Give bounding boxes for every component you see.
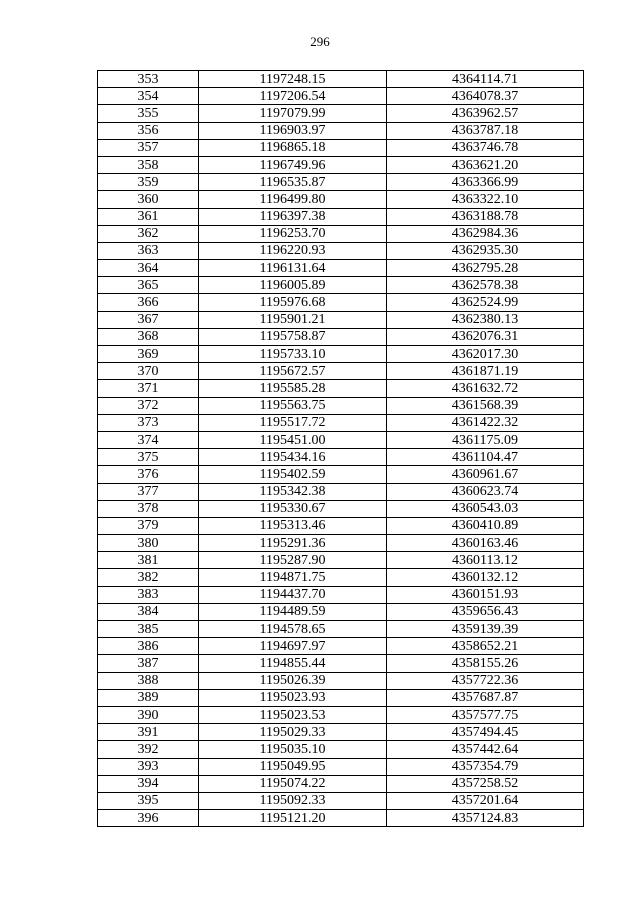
y-coordinate-cell: 4360543.03 <box>387 500 584 517</box>
point-number-cell: 393 <box>98 758 199 775</box>
y-coordinate-cell: 4361175.09 <box>387 431 584 448</box>
table-row <box>98 328 584 345</box>
x-coordinate-cell: 1194697.97 <box>199 638 387 655</box>
x-coordinate-cell: 1196397.38 <box>199 208 387 225</box>
y-coordinate-cell: 4359656.43 <box>387 603 584 620</box>
y-coordinate-cell: 4357201.64 <box>387 792 584 809</box>
point-number-cell: 367 <box>98 311 199 328</box>
coordinates-table <box>97 70 584 827</box>
table-row <box>98 535 584 552</box>
x-coordinate-cell: 1195023.93 <box>199 689 387 706</box>
point-number-cell: 362 <box>98 225 199 242</box>
table-row <box>98 775 584 792</box>
table-row <box>98 517 584 534</box>
table-row <box>98 621 584 638</box>
y-coordinate-cell: 4357494.45 <box>387 724 584 741</box>
x-coordinate-cell: 1195976.68 <box>199 294 387 311</box>
table-row <box>98 449 584 466</box>
y-coordinate-cell: 4357722.36 <box>387 672 584 689</box>
x-coordinate-cell: 1194855.44 <box>199 655 387 672</box>
x-coordinate-cell: 1194871.75 <box>199 569 387 586</box>
point-number-cell: 383 <box>98 586 199 603</box>
point-number-cell: 366 <box>98 294 199 311</box>
table-row <box>98 346 584 363</box>
table-row <box>98 191 584 208</box>
point-number-cell: 369 <box>98 346 199 363</box>
y-coordinate-cell: 4361871.19 <box>387 363 584 380</box>
x-coordinate-cell: 1196499.80 <box>199 191 387 208</box>
table-row <box>98 242 584 259</box>
x-coordinate-cell: 1196253.70 <box>199 225 387 242</box>
x-coordinate-cell: 1195517.72 <box>199 414 387 431</box>
table-row <box>98 810 584 827</box>
table-row <box>98 294 584 311</box>
table-row <box>98 672 584 689</box>
table-row <box>98 586 584 603</box>
table-row <box>98 569 584 586</box>
table-row <box>98 706 584 723</box>
point-number-cell: 392 <box>98 741 199 758</box>
y-coordinate-cell: 4360623.74 <box>387 483 584 500</box>
x-coordinate-cell: 1196865.18 <box>199 139 387 156</box>
y-coordinate-cell: 4360151.93 <box>387 586 584 603</box>
y-coordinate-cell: 4361568.39 <box>387 397 584 414</box>
y-coordinate-cell: 4360132.12 <box>387 569 584 586</box>
point-number-cell: 390 <box>98 706 199 723</box>
point-number-cell: 391 <box>98 724 199 741</box>
x-coordinate-cell: 1196749.96 <box>199 156 387 173</box>
point-number-cell: 355 <box>98 105 199 122</box>
point-number-cell: 389 <box>98 689 199 706</box>
table-row <box>98 758 584 775</box>
table-row <box>98 122 584 139</box>
x-coordinate-cell: 1197079.99 <box>199 105 387 122</box>
x-coordinate-cell: 1194437.70 <box>199 586 387 603</box>
y-coordinate-cell: 4360163.46 <box>387 535 584 552</box>
x-coordinate-cell: 1196220.93 <box>199 242 387 259</box>
y-coordinate-cell: 4358652.21 <box>387 638 584 655</box>
table-row <box>98 277 584 294</box>
point-number-cell: 394 <box>98 775 199 792</box>
y-coordinate-cell: 4364078.37 <box>387 88 584 105</box>
y-coordinate-cell: 4360961.67 <box>387 466 584 483</box>
x-coordinate-cell: 1195434.16 <box>199 449 387 466</box>
point-number-cell: 358 <box>98 156 199 173</box>
point-number-cell: 364 <box>98 260 199 277</box>
y-coordinate-cell: 4357258.52 <box>387 775 584 792</box>
y-coordinate-cell: 4357442.64 <box>387 741 584 758</box>
table-row <box>98 603 584 620</box>
y-coordinate-cell: 4363962.57 <box>387 105 584 122</box>
y-coordinate-cell: 4362380.13 <box>387 311 584 328</box>
x-coordinate-cell: 1195733.10 <box>199 346 387 363</box>
y-coordinate-cell: 4362017.30 <box>387 346 584 363</box>
y-coordinate-cell: 4363621.20 <box>387 156 584 173</box>
point-number-cell: 376 <box>98 466 199 483</box>
x-coordinate-cell: 1197248.15 <box>199 71 387 88</box>
table-row <box>98 105 584 122</box>
x-coordinate-cell: 1195313.46 <box>199 517 387 534</box>
point-number-cell: 356 <box>98 122 199 139</box>
x-coordinate-cell: 1196005.89 <box>199 277 387 294</box>
x-coordinate-cell: 1195402.59 <box>199 466 387 483</box>
point-number-cell: 372 <box>98 397 199 414</box>
x-coordinate-cell: 1195672.57 <box>199 363 387 380</box>
y-coordinate-cell: 4361422.32 <box>387 414 584 431</box>
table-row <box>98 71 584 88</box>
y-coordinate-cell: 4361104.47 <box>387 449 584 466</box>
y-coordinate-cell: 4357577.75 <box>387 706 584 723</box>
x-coordinate-cell: 1195092.33 <box>199 792 387 809</box>
y-coordinate-cell: 4357354.79 <box>387 758 584 775</box>
y-coordinate-cell: 4359139.39 <box>387 621 584 638</box>
point-number-cell: 365 <box>98 277 199 294</box>
table-row <box>98 380 584 397</box>
x-coordinate-cell: 1195901.21 <box>199 311 387 328</box>
x-coordinate-cell: 1194489.59 <box>199 603 387 620</box>
point-number-cell: 368 <box>98 328 199 345</box>
table-row <box>98 689 584 706</box>
x-coordinate-cell: 1195287.90 <box>199 552 387 569</box>
table-row <box>98 225 584 242</box>
y-coordinate-cell: 4363787.18 <box>387 122 584 139</box>
point-number-cell: 373 <box>98 414 199 431</box>
table-row <box>98 431 584 448</box>
point-number-cell: 361 <box>98 208 199 225</box>
y-coordinate-cell: 4363322.10 <box>387 191 584 208</box>
table-row <box>98 724 584 741</box>
coordinates-table-body <box>98 71 584 827</box>
point-number-cell: 380 <box>98 535 199 552</box>
x-coordinate-cell: 1195451.00 <box>199 431 387 448</box>
table-row <box>98 156 584 173</box>
point-number-cell: 388 <box>98 672 199 689</box>
table-row <box>98 741 584 758</box>
point-number-cell: 377 <box>98 483 199 500</box>
x-coordinate-cell: 1195758.87 <box>199 328 387 345</box>
y-coordinate-cell: 4360113.12 <box>387 552 584 569</box>
point-number-cell: 354 <box>98 88 199 105</box>
y-coordinate-cell: 4363746.78 <box>387 139 584 156</box>
table-row <box>98 363 584 380</box>
table-row <box>98 88 584 105</box>
y-coordinate-cell: 4362578.38 <box>387 277 584 294</box>
x-coordinate-cell: 1194578.65 <box>199 621 387 638</box>
x-coordinate-cell: 1195074.22 <box>199 775 387 792</box>
table-row <box>98 139 584 156</box>
table-row <box>98 260 584 277</box>
y-coordinate-cell: 4360410.89 <box>387 517 584 534</box>
point-number-cell: 363 <box>98 242 199 259</box>
y-coordinate-cell: 4357687.87 <box>387 689 584 706</box>
table-row <box>98 483 584 500</box>
x-coordinate-cell: 1196903.97 <box>199 122 387 139</box>
y-coordinate-cell: 4362984.36 <box>387 225 584 242</box>
x-coordinate-cell: 1195035.10 <box>199 741 387 758</box>
point-number-cell: 382 <box>98 569 199 586</box>
point-number-cell: 387 <box>98 655 199 672</box>
x-coordinate-cell: 1195563.75 <box>199 397 387 414</box>
x-coordinate-cell: 1195342.38 <box>199 483 387 500</box>
y-coordinate-cell: 4363366.99 <box>387 174 584 191</box>
table-row <box>98 552 584 569</box>
table-row <box>98 208 584 225</box>
y-coordinate-cell: 4364114.71 <box>387 71 584 88</box>
point-number-cell: 385 <box>98 621 199 638</box>
point-number-cell: 353 <box>98 71 199 88</box>
table-row <box>98 638 584 655</box>
point-number-cell: 371 <box>98 380 199 397</box>
point-number-cell: 381 <box>98 552 199 569</box>
point-number-cell: 357 <box>98 139 199 156</box>
x-coordinate-cell: 1196131.64 <box>199 260 387 277</box>
x-coordinate-cell: 1195026.39 <box>199 672 387 689</box>
point-number-cell: 395 <box>98 792 199 809</box>
x-coordinate-cell: 1196535.87 <box>199 174 387 191</box>
y-coordinate-cell: 4363188.78 <box>387 208 584 225</box>
point-number-cell: 375 <box>98 449 199 466</box>
y-coordinate-cell: 4362795.28 <box>387 260 584 277</box>
x-coordinate-cell: 1197206.54 <box>199 88 387 105</box>
point-number-cell: 396 <box>98 810 199 827</box>
point-number-cell: 374 <box>98 431 199 448</box>
table-row <box>98 655 584 672</box>
x-coordinate-cell: 1195029.33 <box>199 724 387 741</box>
table-row <box>98 311 584 328</box>
table-row <box>98 500 584 517</box>
table-row <box>98 792 584 809</box>
y-coordinate-cell: 4362076.31 <box>387 328 584 345</box>
y-coordinate-cell: 4357124.83 <box>387 810 584 827</box>
x-coordinate-cell: 1195291.36 <box>199 535 387 552</box>
x-coordinate-cell: 1195049.95 <box>199 758 387 775</box>
point-number-cell: 359 <box>98 174 199 191</box>
point-number-cell: 360 <box>98 191 199 208</box>
point-number-cell: 384 <box>98 603 199 620</box>
y-coordinate-cell: 4362524.99 <box>387 294 584 311</box>
x-coordinate-cell: 1195585.28 <box>199 380 387 397</box>
y-coordinate-cell: 4358155.26 <box>387 655 584 672</box>
table-row <box>98 466 584 483</box>
x-coordinate-cell: 1195330.67 <box>199 500 387 517</box>
y-coordinate-cell: 4361632.72 <box>387 380 584 397</box>
point-number-cell: 370 <box>98 363 199 380</box>
table-row <box>98 414 584 431</box>
page-number: 296 <box>310 34 330 49</box>
x-coordinate-cell: 1195023.53 <box>199 706 387 723</box>
point-number-cell: 378 <box>98 500 199 517</box>
table-row <box>98 397 584 414</box>
y-coordinate-cell: 4362935.30 <box>387 242 584 259</box>
point-number-cell: 379 <box>98 517 199 534</box>
x-coordinate-cell: 1195121.20 <box>199 810 387 827</box>
table-row <box>98 174 584 191</box>
point-number-cell: 386 <box>98 638 199 655</box>
